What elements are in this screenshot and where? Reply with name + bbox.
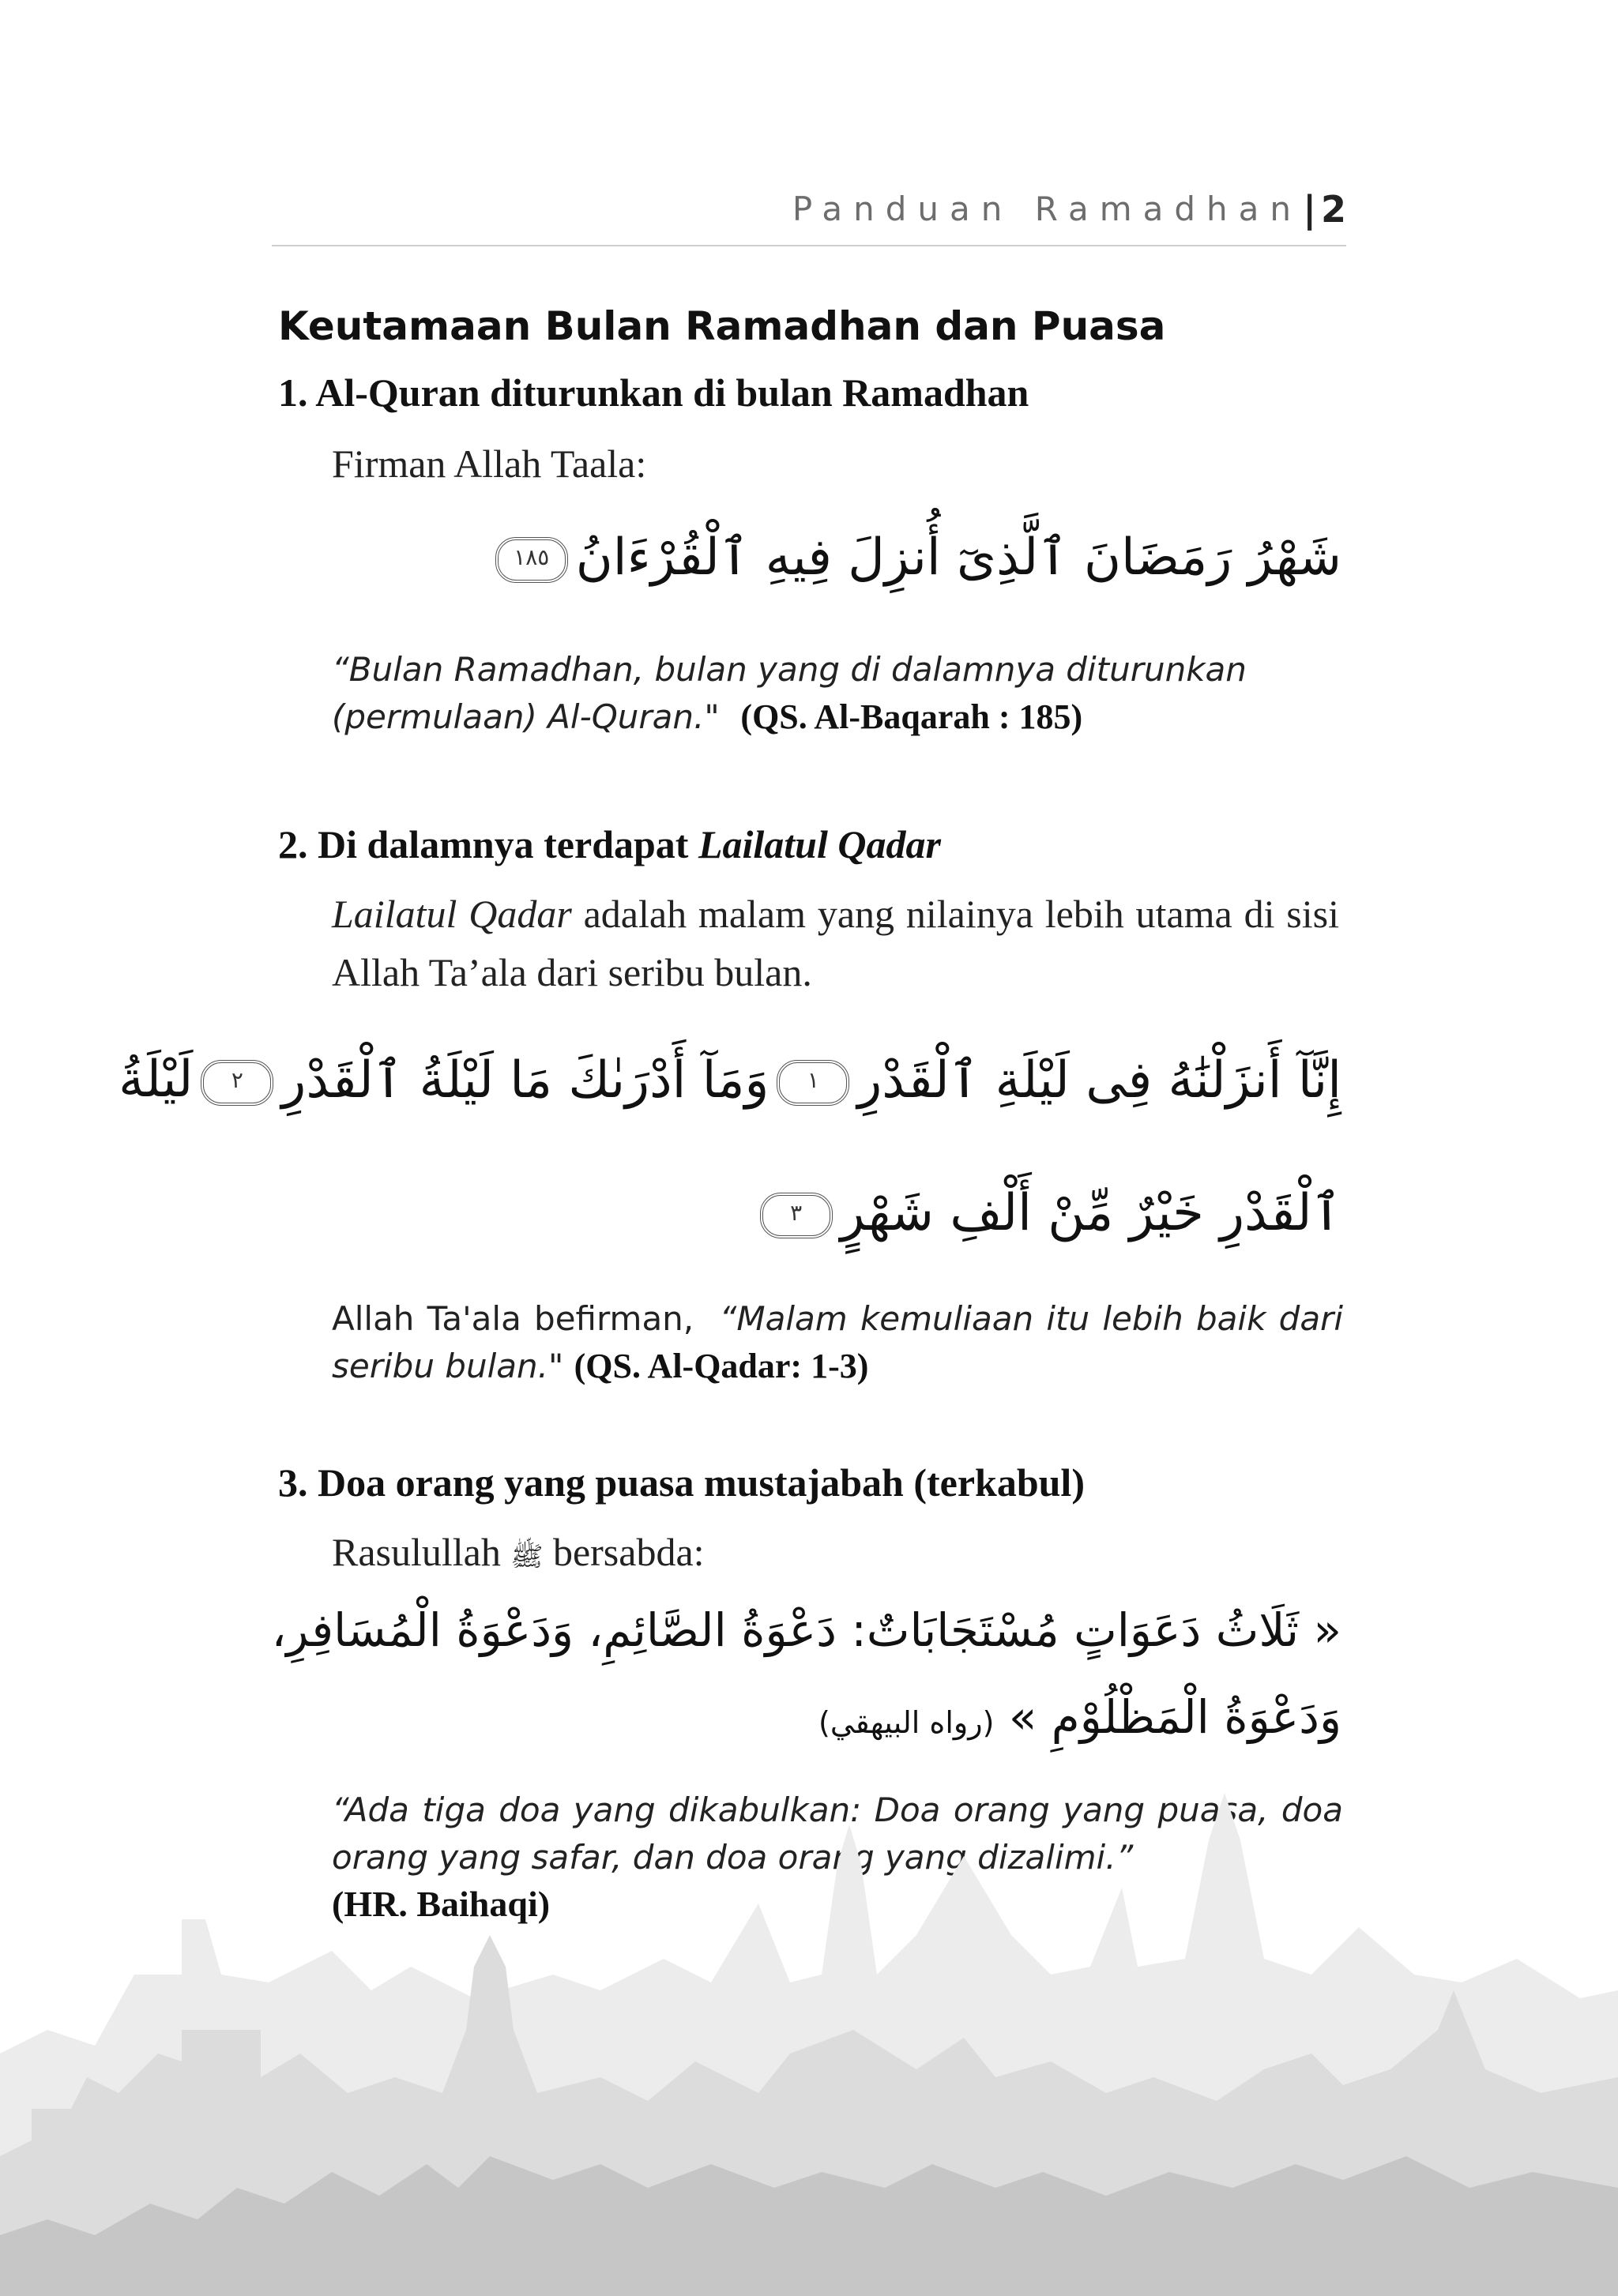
section2-intro <box>332 885 1339 1001</box>
section1-reference: (QS. Al-Baqarah : 185) <box>740 697 1083 736</box>
section2-intro-text: adalah malam yang nilainya lebih utama di sisi Allah Ta’ala dari seribu bulan. <box>332 892 1339 994</box>
salawat-honorific: ﷺ <box>510 1541 544 1573</box>
header-title: Panduan Ramadhan <box>792 190 1302 228</box>
page-header <box>272 190 1346 246</box>
section2-arabic-part3: لَيْلَةُ <box>119 1050 194 1109</box>
ayah-number-mark: ٢ <box>201 1060 273 1106</box>
hadith-source: (رواه البيهقي) <box>818 1705 995 1740</box>
arabic-verse-text: إِنَّآ أَنزَلْنَٰهُ فِى لَيْلَةِ ٱلْقَدْرِ <box>857 1051 1341 1110</box>
section3-arabic-line1: « ثَلَاثُ دَعَوَاتٍ مُسْتَجَابَاتٌ: دَعْوَةُ الصَّائِمِ، وَدَعْوَةُ الْمُسَافِرِ، <box>271 1603 1341 1657</box>
page-number: 2 <box>1320 188 1346 231</box>
ayah-number-mark: ٣ <box>760 1193 833 1238</box>
section1-translation-line1: “Bulan Ramadhan, bulan yang di dalamnya diturunkan <box>332 650 1247 689</box>
ayah-number-mark: ١٨٥ <box>495 537 568 583</box>
section1-translation-text: (permulaan) Al-Quran." <box>332 697 720 736</box>
arabic-verse-text: وَمَآ أَدْرَىٰكَ مَا لَيْلَةُ ٱلْقَدْرِ <box>281 1051 769 1110</box>
header-separator: | <box>1303 188 1316 231</box>
ayah-number-mark: ١ <box>777 1060 849 1106</box>
section3-intro <box>332 1523 1339 1586</box>
section2-intro-italic: Lailatul Qadar <box>332 892 572 936</box>
section2-heading-text: 2. Di dalamnya terdapat <box>278 822 698 866</box>
section2-arabic-part2 <box>193 1050 769 1110</box>
section1-heading: 1. Al-Quran diturunkan di bulan Ramadhan <box>278 370 1029 415</box>
section3-intro-b: bersabda: <box>552 1530 705 1574</box>
section2-translation-intro: Allah Ta'ala befirman, <box>332 1299 694 1338</box>
section2-arabic-part1 <box>769 1050 1341 1110</box>
section2-heading-italic: Lailatul Qadar <box>698 822 941 866</box>
main-title: Keutamaan Bulan Ramadhan dan Puasa <box>278 303 1166 349</box>
section3-reference: (HR. Baihaqi) <box>332 1884 551 1924</box>
section2-translation-text: “Malam kemuliaan itu lebih baik dari seribu bulan." <box>332 1299 1343 1385</box>
mosque-skyline-background <box>0 1793 1618 2296</box>
section2-translation <box>332 1295 1343 1390</box>
arabic-verse-text: ٱلْقَدْرِ خَيْرٌ مِّنْ أَلْفِ شَهْرٍ <box>840 1184 1341 1242</box>
section3-heading: 3. Doa orang yang puasa mustajabah (terkabul) <box>278 1460 1085 1505</box>
section1-arabic-verse <box>487 528 1341 587</box>
section2-heading <box>278 821 941 867</box>
section3-translation: “Ada tiga doa yang dikabulkan: Doa orang yang puasa, doa orang yang safar, dan doa orang yang dizalimi.” <box>332 1791 1343 1877</box>
section2-arabic-line1 <box>119 1050 1341 1110</box>
section3-intro-a: Rasulullah <box>332 1530 501 1574</box>
hadith-text: وَدَعْوَةُ الْمَظْلُوْمِ » <box>1008 1690 1341 1744</box>
section2-reference: (QS. Al-Qadar: 1-3) <box>574 1347 869 1385</box>
section2-arabic-line2 <box>752 1183 1341 1242</box>
section1-arabic-text: شَهْرُ رَمَضَانَ ٱلَّذِىٓ أُنزِلَ فِيهِ ٱلْقُرْءَانُ <box>575 528 1341 587</box>
section1-translation-line2 <box>332 693 1343 741</box>
section1-translation <box>332 646 1343 741</box>
section3-arabic-line2 <box>818 1690 1341 1744</box>
section1-intro: Firman Allah Taala: <box>332 442 647 486</box>
